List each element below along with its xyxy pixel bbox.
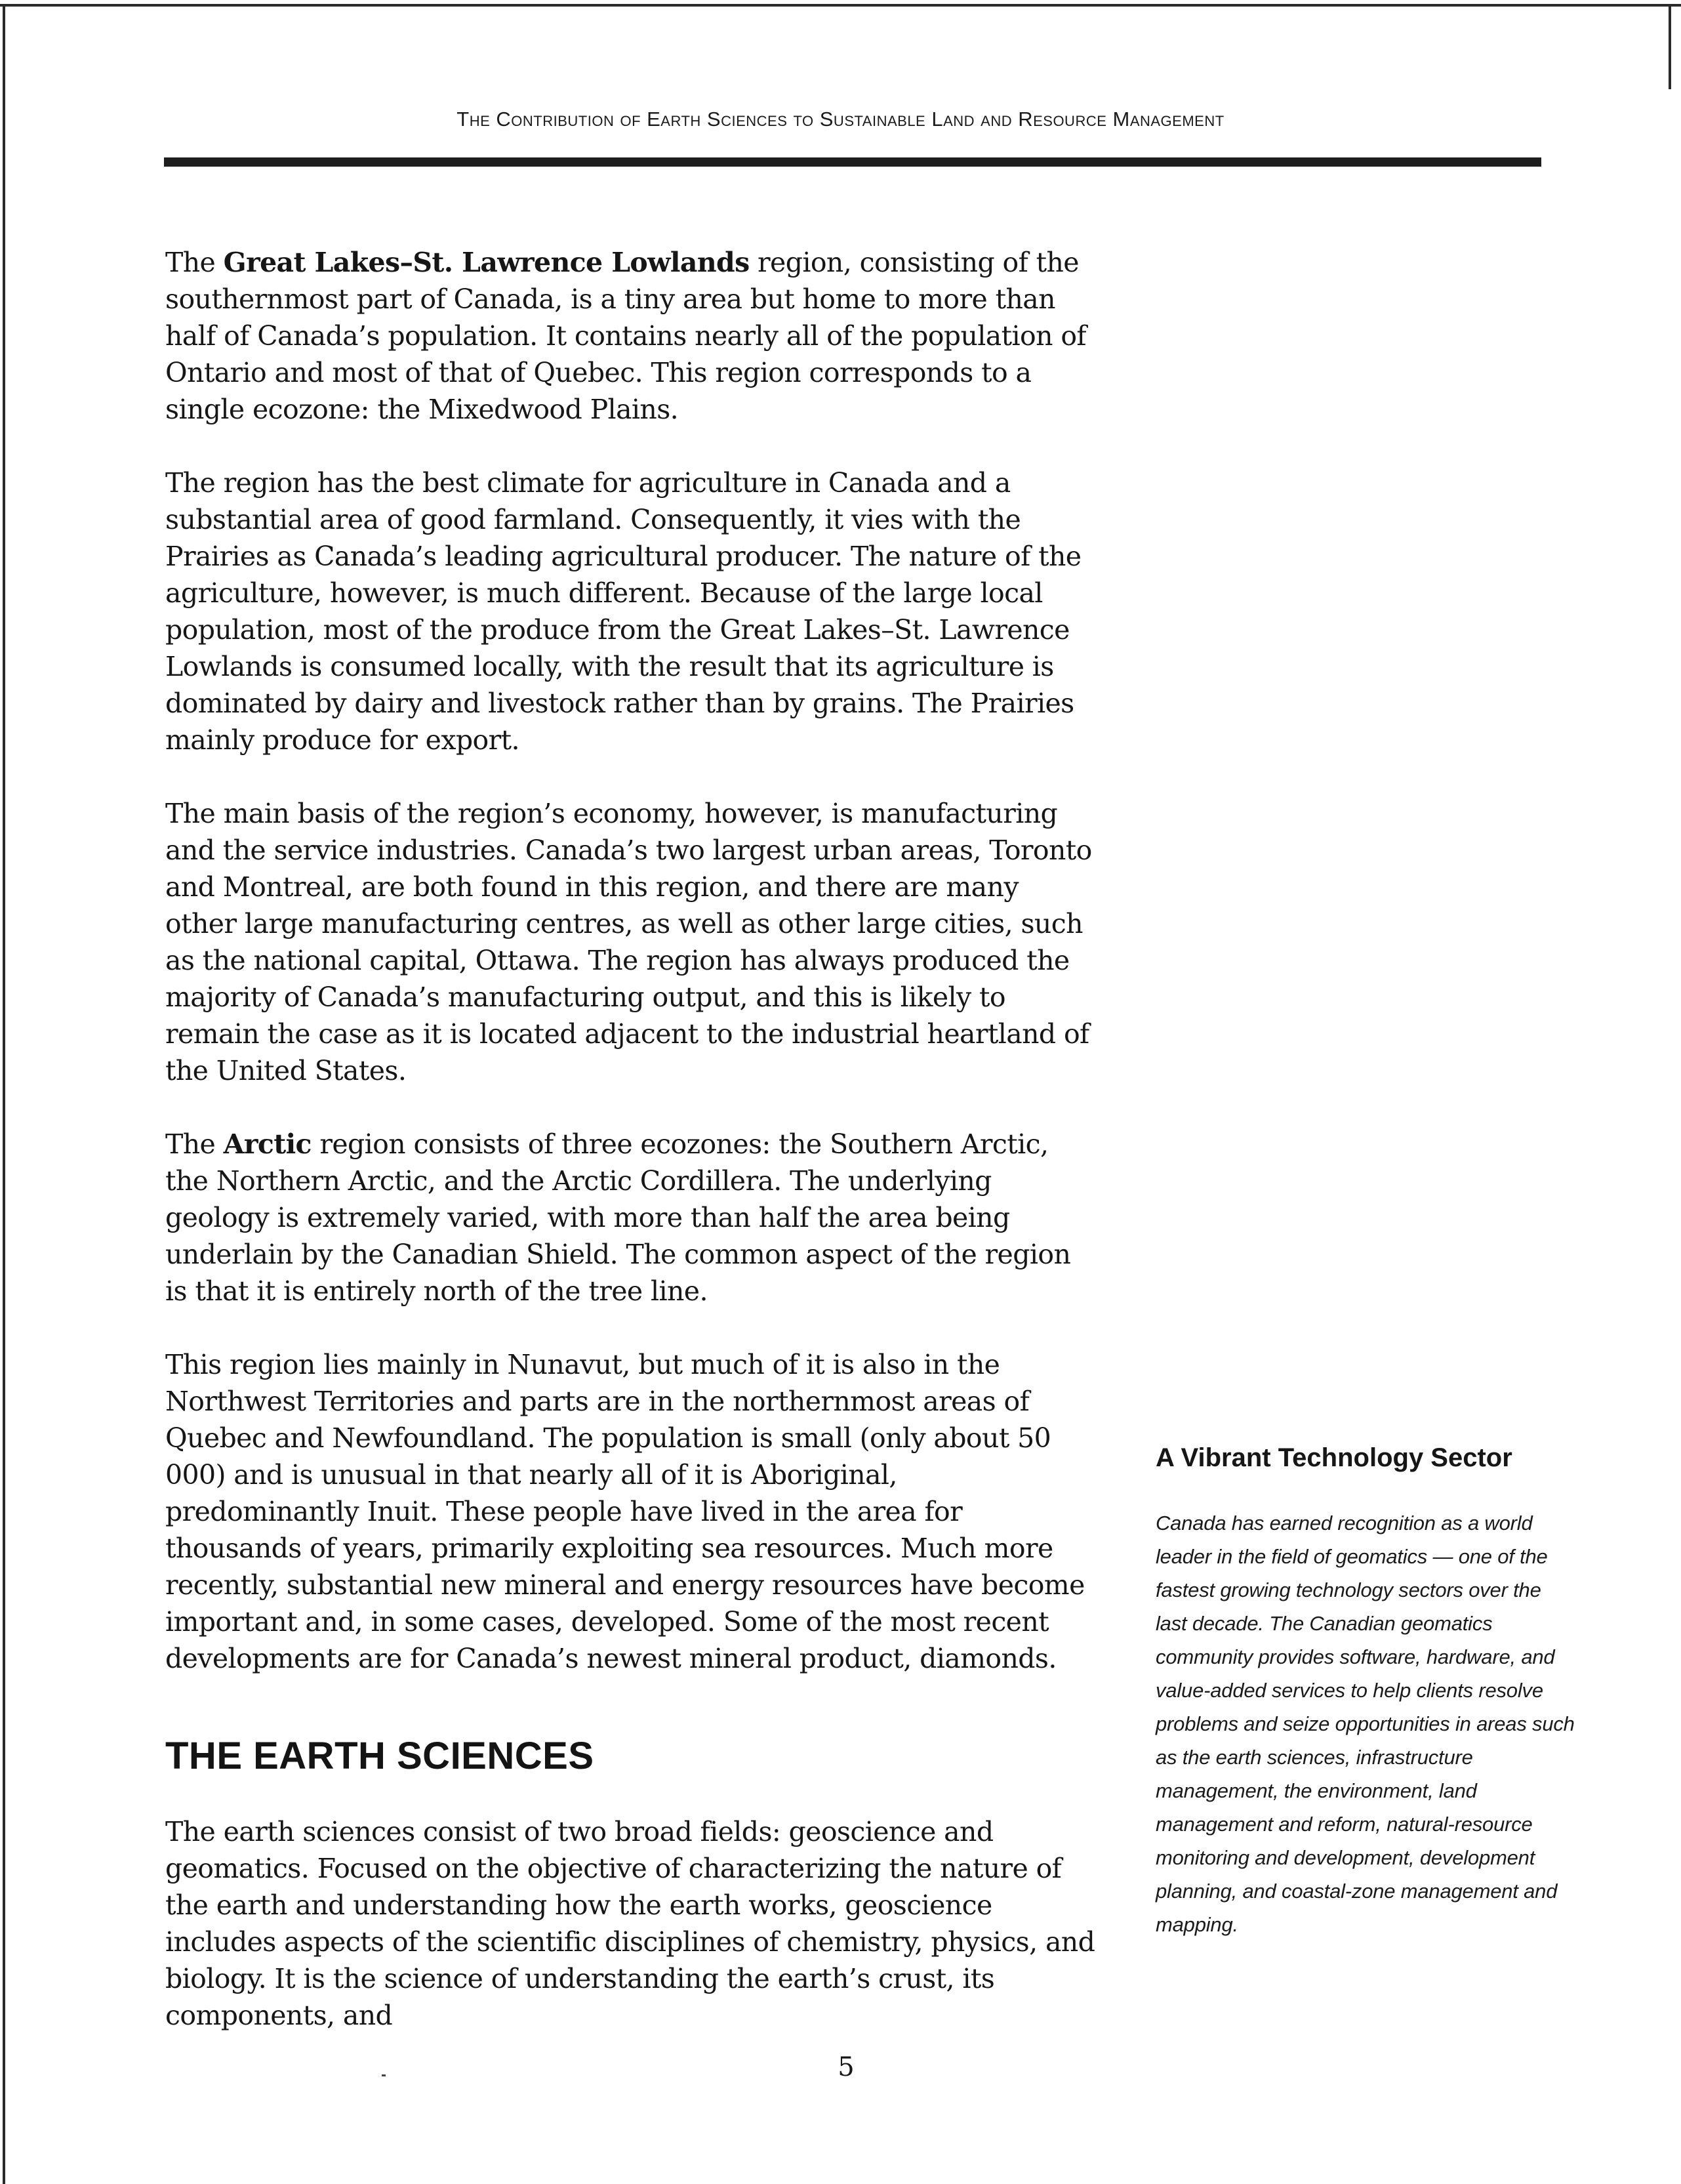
- scan-edge-left: [3, 4, 5, 2184]
- paragraph-rest: region, consisting of the southernmost part of Canada, is a tiny area but home to more than half of Canada’s population. It contains nearly all of the population of Ontario and most of that of Quebec. This region corresponds to a single ecozone: the Mixedwood Plains.: [165, 247, 1086, 425]
- paragraph-nunavut: This region lies mainly in Nunavut, but much of it is also in the Northwest Territories and parts are in the northernmost areas of Quebec and Newfoundland. The population is small (only about 50 000) and is unusual in that nearly all of it is Aboriginal, predominantly Inuit. These people have lived in the area for thousands of years, primarily exploiting sea resources. Much more recently, substantial new mineral and energy resources have become important and, in some cases, developed. Some of the most recent developments are for Canada’s newest mineral product, diamonds.: [165, 1349, 1085, 1674]
- paragraph-economy: The main basis of the region’s economy, however, is manufacturing and the service industries. Canada’s two largest urban areas, Toronto and Montreal, are both found in this region, and there are many other large manufacturing centres, as well as other large cities, such as the national capital, Ottawa. The region has always produced the majority of Canada’s manufacturing output, and this is likely to remain the case as it is located adjacent to the industrial heartland of the United States.: [165, 798, 1092, 1086]
- sidebar-body: Canada has earned recognition as a world leader in the field of geomatics — one of the fastest growing technology sectors over the last decade. The Canadian geomatics community provides software, hardware, and value-added services to help clients resolve problems and seize opportunities in areas such as the earth sciences, infrastructure management, the environment, land management and reform, natural-resource monitoring and development, development planning, and coastal-zone management and mapping.: [1156, 1512, 1575, 1936]
- paragraph-lead: The: [165, 1128, 224, 1160]
- paragraph-earth-sciences: The earth sciences consist of two broad fields: geoscience and geomatics. Focused on the objective of characterizing the nature of the earth and understanding how the earth works, geoscience includes aspects of the scientific disciplines of chemistry, physics, and biology. It is the science of understanding the earth’s crust, its components, and: [165, 1816, 1095, 2031]
- main-column: [165, 244, 1097, 2071]
- paragraph-agriculture: The region has the best climate for agriculture in Canada and a substantial area of good farmland. Consequently, it vies with the Prairies as Canada’s leading agricultural producer. The nature of the agriculture, however, is much different. Because of the large local population, most of the produce from the Great Lakes–St. Lawrence Lowlands is consumed locally, with the result that its agriculture is dominated by dairy and livestock rather than by grains. The Prairies mainly produce for export.: [165, 467, 1082, 756]
- sidebar-title: A Vibrant Technology Sector: [1156, 1443, 1512, 1472]
- scan-edge-right: [1669, 4, 1671, 89]
- region-name-arctic: Arctic: [223, 1128, 312, 1160]
- paragraph-rest: region consists of three ecozones: the Southern Arctic, the Northern Arctic, and the Arctic Cordillera. The underlying geology is extremely varied, with more than half the area being underlain by the Canadian Shield. The common aspect of the region is that it is entirely north of the tree line.: [165, 1128, 1071, 1307]
- paragraph-arctic: [165, 1126, 1097, 1309]
- paragraph-great-lakes: [165, 244, 1097, 428]
- scan-edge-top: [0, 4, 1681, 7]
- paragraph-lead: The: [165, 247, 224, 278]
- running-header: The Contribution of Earth Sciences to Sustainable Land and Resource Management: [456, 108, 1225, 131]
- scan-speck: [382, 2074, 386, 2076]
- region-name-great-lakes: Great Lakes–St. Lawrence Lowlands: [223, 247, 750, 278]
- header-rule: [164, 157, 1541, 167]
- page-number: 5: [838, 2052, 855, 2082]
- sidebar-box: [1156, 1441, 1575, 1941]
- section-heading-earth-sciences: THE EARTH SCIENCES: [165, 1735, 594, 1777]
